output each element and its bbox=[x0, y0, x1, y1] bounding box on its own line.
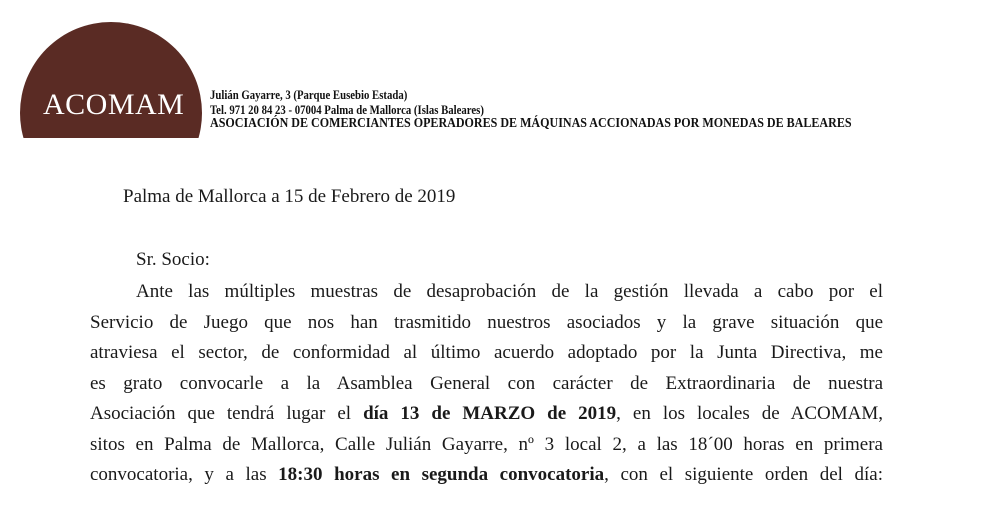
body-text-run: sitos en Palma de Mallorca, Calle Julián Gayarre, nº 3 local 2, a las 18´00 horas en primera bbox=[90, 433, 883, 455]
body-line bbox=[90, 338, 883, 369]
letter-body bbox=[90, 277, 883, 491]
body-line bbox=[90, 369, 883, 400]
body-text-run: es grato convocarle a la Asamblea General con carácter de Extraordinaria de nuestra bbox=[90, 372, 883, 394]
header-phone: Tel. 971 20 84 23 - 07004 Palma de Mallorca (Islas Baleares) bbox=[210, 102, 484, 117]
body-text-run: Servicio de Juego que nos han trasmitido nuestros asociados y la grave situación que bbox=[90, 311, 883, 333]
body-text-run: atraviesa el sector, de conformidad al último acuerdo adoptado por la Junta Directiva, me bbox=[90, 342, 883, 363]
body-text-run: , con el siguiente orden del día: bbox=[604, 464, 883, 485]
body-line bbox=[90, 308, 883, 339]
header-organization: ASOCIACIÓN DE COMERCIANTES OPERADORES DE MÁQUINAS ACCIONADAS POR MONEDAS DE BALEARES bbox=[210, 116, 852, 131]
header-address: Julián Gayarre, 3 (Parque Eusebio Estada) bbox=[210, 88, 408, 102]
body-emphasis: 18:30 horas en segunda convocatoria bbox=[278, 464, 605, 485]
body-line bbox=[90, 460, 883, 491]
body-emphasis: día 13 de MARZO de 2019 bbox=[363, 403, 617, 424]
logo-text: ACOMAM bbox=[43, 88, 185, 121]
body-text-run: convocatoria, y a las bbox=[90, 464, 279, 485]
letterhead bbox=[0, 0, 990, 140]
body-text-run: Asociación que tendrá lugar el bbox=[90, 403, 364, 424]
header-contact-block bbox=[210, 88, 852, 132]
body-text-run: , en los locales de ACOMAM, bbox=[616, 403, 883, 424]
body-line bbox=[90, 399, 883, 430]
body-text-run: Ante las múltiples muestras de desaprobación de la gestión llevada a cabo por el bbox=[136, 281, 883, 302]
letter-date: Palma de Mallorca a 15 de Febrero de 2019 bbox=[123, 186, 456, 207]
body-line bbox=[90, 430, 883, 461]
body-line bbox=[90, 277, 883, 308]
letter-salutation: Sr. Socio: bbox=[136, 249, 210, 270]
